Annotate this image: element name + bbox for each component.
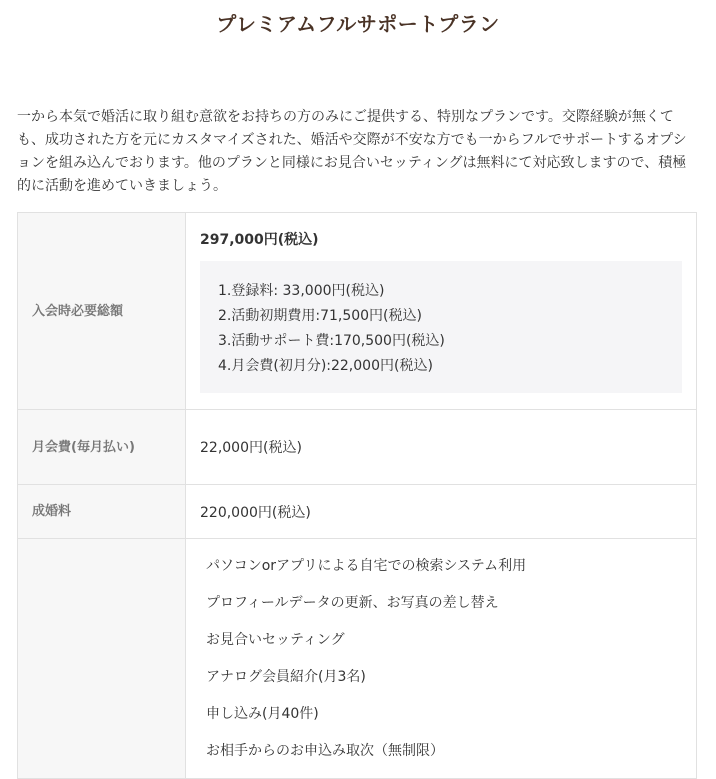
marriage-fee-value: 220,000円(税込) — [186, 485, 697, 539]
service-item: プロフィールデータの更新、お写真の差し替え — [206, 594, 499, 611]
service-item: パソコンorアプリによる自宅での検索システム利用 — [206, 557, 527, 574]
service-item: 申し込み(月40件) — [206, 705, 319, 722]
fee-breakdown-box — [200, 261, 682, 393]
monthly-fee-value: 22,000円(税込) — [186, 410, 697, 485]
row-label-monthly-fee: 月会費(毎月払い) — [18, 410, 186, 485]
table-row-services — [18, 539, 697, 779]
row-label-marriage-fee: 成婚料 — [18, 485, 186, 539]
table-row-monthly-fee — [18, 410, 697, 485]
plan-description: 一から本気で婚活に取り組む意欲をお持ちの方のみにご提供する、特別なプランです。交際経験が無くても、成功された方を元にカスタマイズされた、婚活や交際が不安な方でも一からフルでサポートするオプションを組み込んでおります。他のプランと同様にお見合いセッティングは無料にて対応致しますので、積極的に活動を進めていきましょう。 — [17, 109, 687, 194]
plan-pricing-table — [17, 212, 697, 779]
service-item: アナログ会員紹介(月3名) — [206, 668, 366, 685]
initial-fee-cell — [186, 213, 697, 410]
service-item: お相手からのお申込み取次（無制限） — [206, 742, 444, 759]
table-row-marriage-fee — [18, 485, 697, 539]
fee-breakdown-item: 3.活動サポート費:170,500円(税込) — [218, 333, 445, 349]
service-item: お見合いセッティング — [206, 631, 345, 648]
services-cell — [186, 539, 697, 779]
page-title: プレミアムフルサポートプラン — [216, 12, 500, 36]
fee-breakdown-list — [218, 279, 664, 379]
row-label-initial-fee: 入会時必要総額 — [18, 213, 186, 410]
fee-breakdown-item: 1.登録料: 33,000円(税込) — [218, 283, 385, 299]
initial-fee-total: 297,000円(税込) — [200, 232, 319, 248]
fee-breakdown-item: 4.月会費(初月分):22,000円(税込) — [218, 358, 433, 374]
fee-breakdown-item: 2.活動初期費用:71,500円(税込) — [218, 308, 422, 324]
table-row-initial-fee — [18, 213, 697, 410]
row-label-services — [18, 539, 186, 779]
services-list — [200, 541, 682, 763]
